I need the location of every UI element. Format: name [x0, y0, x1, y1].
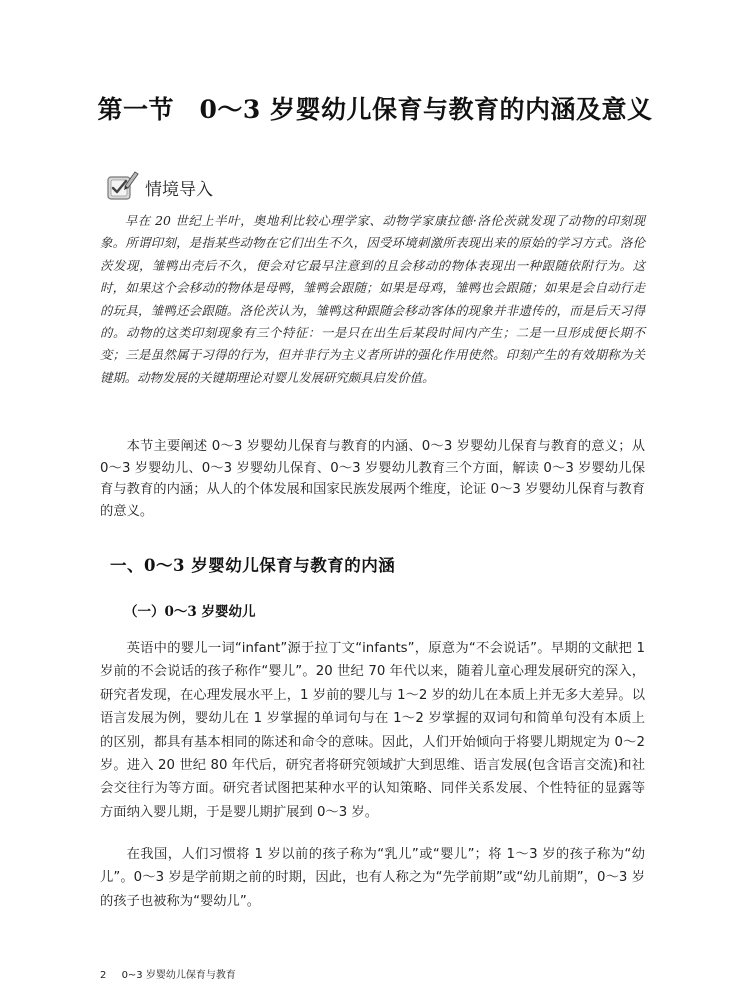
subsection-heading: （一）0～3 岁婴幼儿: [124, 604, 256, 620]
intro-label: 情境导入: [145, 180, 213, 200]
chapter-title: 第一节 0～3 岁婴幼儿保育与教育的内涵及意义: [97, 95, 653, 124]
body-paragraph-2: 在我国，人们习惯将 1 岁以前的孩子称为“乳儿”或“婴儿”；将 1～3 岁的孩子称为“幼儿”。0～3 岁是学前期之前的时期，因此，也有人称之为“先学前期”或“幼儿前期”，0～3 岁的孩子也被称为“婴幼儿”。: [100, 847, 645, 909]
page-footer: [100, 966, 236, 981]
book-title: 0~3 岁婴幼儿保育与教育: [121, 970, 236, 981]
section-summary: 本节主要阐述 0～3 岁婴幼儿保育与教育的内涵、0～3 岁婴幼儿保育与教育的意义；从 0～3 岁婴幼儿、0～3 岁婴幼儿保育、0～3 岁婴幼儿教育三个方面，解读 0～3 岁婴幼儿保育与教育的内涵；从人的个体发展和国家民族发展两个维度，论证 0～3 岁婴幼儿保育与教育的意义。: [100, 439, 645, 519]
checklist-pencil-icon: [105, 168, 139, 202]
intro-header: [105, 166, 213, 202]
page-number: 2: [100, 970, 107, 981]
body-paragraph-1: 英语中的婴儿一词“infant”源于拉丁文“infants”，原意为“不会说话”。早期的文献把 1 岁前的不会说话的孩子称作“婴儿”。20 世纪 70 年代以来，随着儿童心理发展研究的深入，研究者发现，在心理发展水平上，1 岁前的婴儿与 1～2 岁的幼儿在本质上并无多大差异。以语言发展为例，婴幼儿在 1 岁掌握的单词句与在 1～2 岁掌握的双词句和简单句没有本质上的区别，都具有基本相同的陈述和命令的意味。因此，人们开始倾向于将婴儿期规定为 0～2 岁。进入 20 世纪 80 年代后，研究者将研究领域扩大到思维、语言发展(包含语言交流)和社会交往行为等方面。研究者试图把某种水平的认知策略、同伴关系发展、个性特征的显露等方面纳入婴儿期，于是婴儿期扩展到 0～3 岁。: [100, 641, 645, 820]
section-heading: 一、0～3 岁婴幼儿保育与教育的内涵: [110, 556, 396, 575]
intro-scenario-text: 早在 20 世纪上半叶，奥地利比较心理学家、动物学家康拉德·洛伦茨就发现了动物的印刻现象。所谓印刻，是指某些动物在它们出生不久，因受环境刺激所表现出来的原始的学习方式。洛伦茨发现，雏鸭出壳后不久，便会对它最早注意到的且会移动的物体表现出一种跟随依附行为。这时，如果这个会移动的物体是母鸭，雏鸭会跟随；如果是母鸡，雏鸭也会跟随；如果是会自动行走的玩具，雏鸭还会跟随。洛伦茨认为，雏鸭这种跟随会移动客体的现象并非遗传的，而是后天习得的。动物的这类印刻现象有三个特征：一是只在出生后某段时间内产生；二是一旦形成便长期不变；三是虽然属于习得的行为，但并非行为主义者所讲的强化作用使然。印刻产生的有效期称为关键期。动物发展的关键期理论对婴儿发展研究颇具启发价值。: [100, 213, 645, 385]
